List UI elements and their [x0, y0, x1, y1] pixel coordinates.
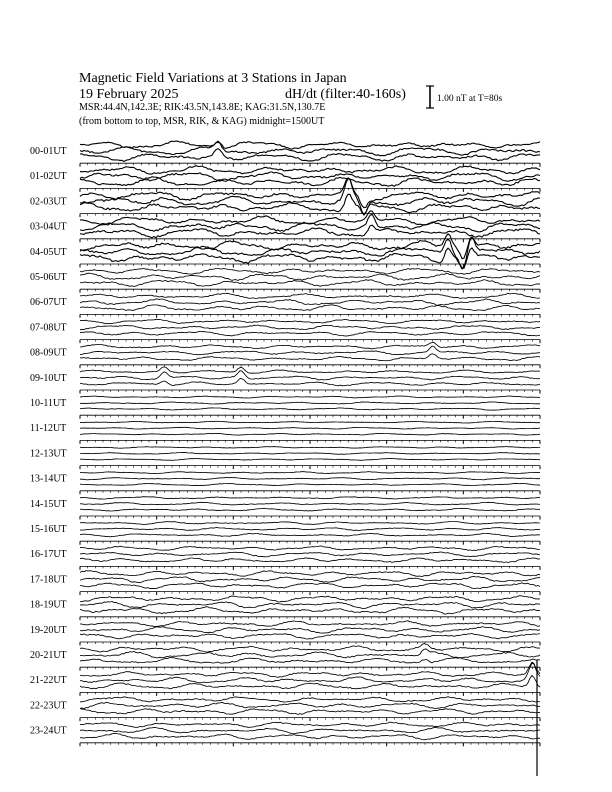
trace-kag: [80, 166, 540, 174]
trace-rik: [80, 601, 540, 608]
trace-msr: [80, 433, 540, 435]
trace-msr: [80, 634, 540, 640]
hour-label: 11-12UT: [30, 423, 67, 435]
trace-msr: [80, 709, 540, 715]
trace-msr: [80, 225, 540, 238]
hour-label: 19-20UT: [30, 624, 67, 636]
trace-rik: [80, 576, 540, 582]
trace-rik: [80, 552, 540, 557]
trace-msr: [80, 657, 540, 663]
trace-msr: [80, 533, 540, 536]
trace-kag: [80, 571, 540, 577]
trace-rik: [80, 452, 540, 454]
trace-kag: [80, 472, 540, 474]
trace-kag: [80, 497, 540, 499]
trace-msr: [80, 558, 540, 563]
station-coordinates: MSR:44.4N,142.3E; RIK:43.5N,143.8E; KAG:31.5N,130.7E: [79, 102, 326, 113]
hour-label: 15-16UT: [30, 524, 67, 535]
trace-rik: [80, 502, 540, 505]
trace-kag: [80, 141, 540, 149]
hour-label: 09-10UT: [30, 372, 67, 384]
trace-msr: [80, 508, 540, 511]
hour-label: 14-15UT: [30, 498, 67, 510]
trace-kag: [80, 421, 540, 423]
hour-label: 21-22UT: [30, 675, 67, 687]
chart-quantity: dH/dt (filter:40-160s): [285, 87, 406, 102]
hour-label: 16-17UT: [30, 549, 67, 561]
trace-rik: [80, 727, 540, 733]
hour-label: 13-14UT: [30, 473, 67, 485]
trace-msr: [80, 675, 540, 689]
trace-rik: [80, 402, 540, 404]
trace-rik: [80, 702, 540, 708]
trace-msr: [80, 459, 540, 461]
trace-rik: [80, 649, 540, 658]
trace-msr: [80, 280, 540, 287]
trace-kag: [80, 269, 540, 275]
hour-label: 04-05UT: [30, 246, 67, 258]
hour-label: 12-13UT: [30, 448, 67, 460]
hour-label: 20-21UT: [30, 650, 67, 661]
station-order-note: (from bottom to top, MSR, RIK, & KAG) midnight=1500UT: [79, 116, 325, 127]
trace-rik: [80, 427, 540, 429]
trace-kag: [80, 447, 540, 449]
trace-msr: [80, 177, 540, 187]
trace-kag: [80, 596, 540, 602]
trace-msr: [80, 583, 540, 589]
hour-label: 23-24UT: [30, 725, 67, 737]
trace-rik: [80, 299, 540, 305]
trace-kag: [80, 522, 540, 525]
trace-msr: [80, 408, 540, 410]
hour-label: 05-06UT: [30, 272, 67, 283]
chart-title: Magnetic Field Variations at 3 Stations in Japan: [79, 71, 347, 86]
trace-kag: [80, 293, 540, 298]
trace-kag: [80, 319, 540, 323]
trace-msr: [80, 149, 540, 162]
trace-msr: [80, 332, 540, 337]
trace-msr: [80, 733, 540, 739]
hour-label: 01-02UT: [30, 171, 67, 183]
trace-rik: [80, 528, 540, 531]
trace-rik: [80, 477, 540, 479]
trace-msr: [80, 305, 540, 311]
trace-kag: [80, 722, 540, 727]
trace-rik: [80, 663, 540, 683]
hour-label: 06-07UT: [30, 297, 67, 309]
trace-kag: [80, 546, 540, 551]
scale-bar-label: 1.00 nT at T=80s: [437, 94, 503, 104]
hour-label: 07-08UT: [30, 322, 67, 334]
hour-label: 18-19UT: [30, 599, 67, 611]
trace-kag: [80, 234, 540, 259]
hour-label: 17-18UT: [30, 574, 67, 586]
trace-msr: [80, 194, 540, 214]
trace-kag: [80, 621, 540, 627]
hour-label: 02-03UT: [30, 196, 67, 208]
hour-label: 22-23UT: [30, 700, 67, 712]
trace-kag: [80, 396, 540, 398]
trace-kag: [80, 697, 540, 702]
trace-rik: [80, 627, 540, 634]
hour-label: 08-09UT: [30, 347, 67, 359]
trace-rik: [80, 325, 540, 330]
chart-date: 19 February 2025: [79, 87, 179, 102]
hour-label: 00-01UT: [30, 146, 67, 157]
hour-label: 03-04UT: [30, 221, 67, 233]
trace-rik: [80, 273, 540, 280]
trace-msr: [80, 354, 540, 361]
hour-label: 10-11UT: [30, 398, 67, 409]
trace-kag: [80, 343, 540, 349]
trace-msr: [80, 483, 540, 485]
